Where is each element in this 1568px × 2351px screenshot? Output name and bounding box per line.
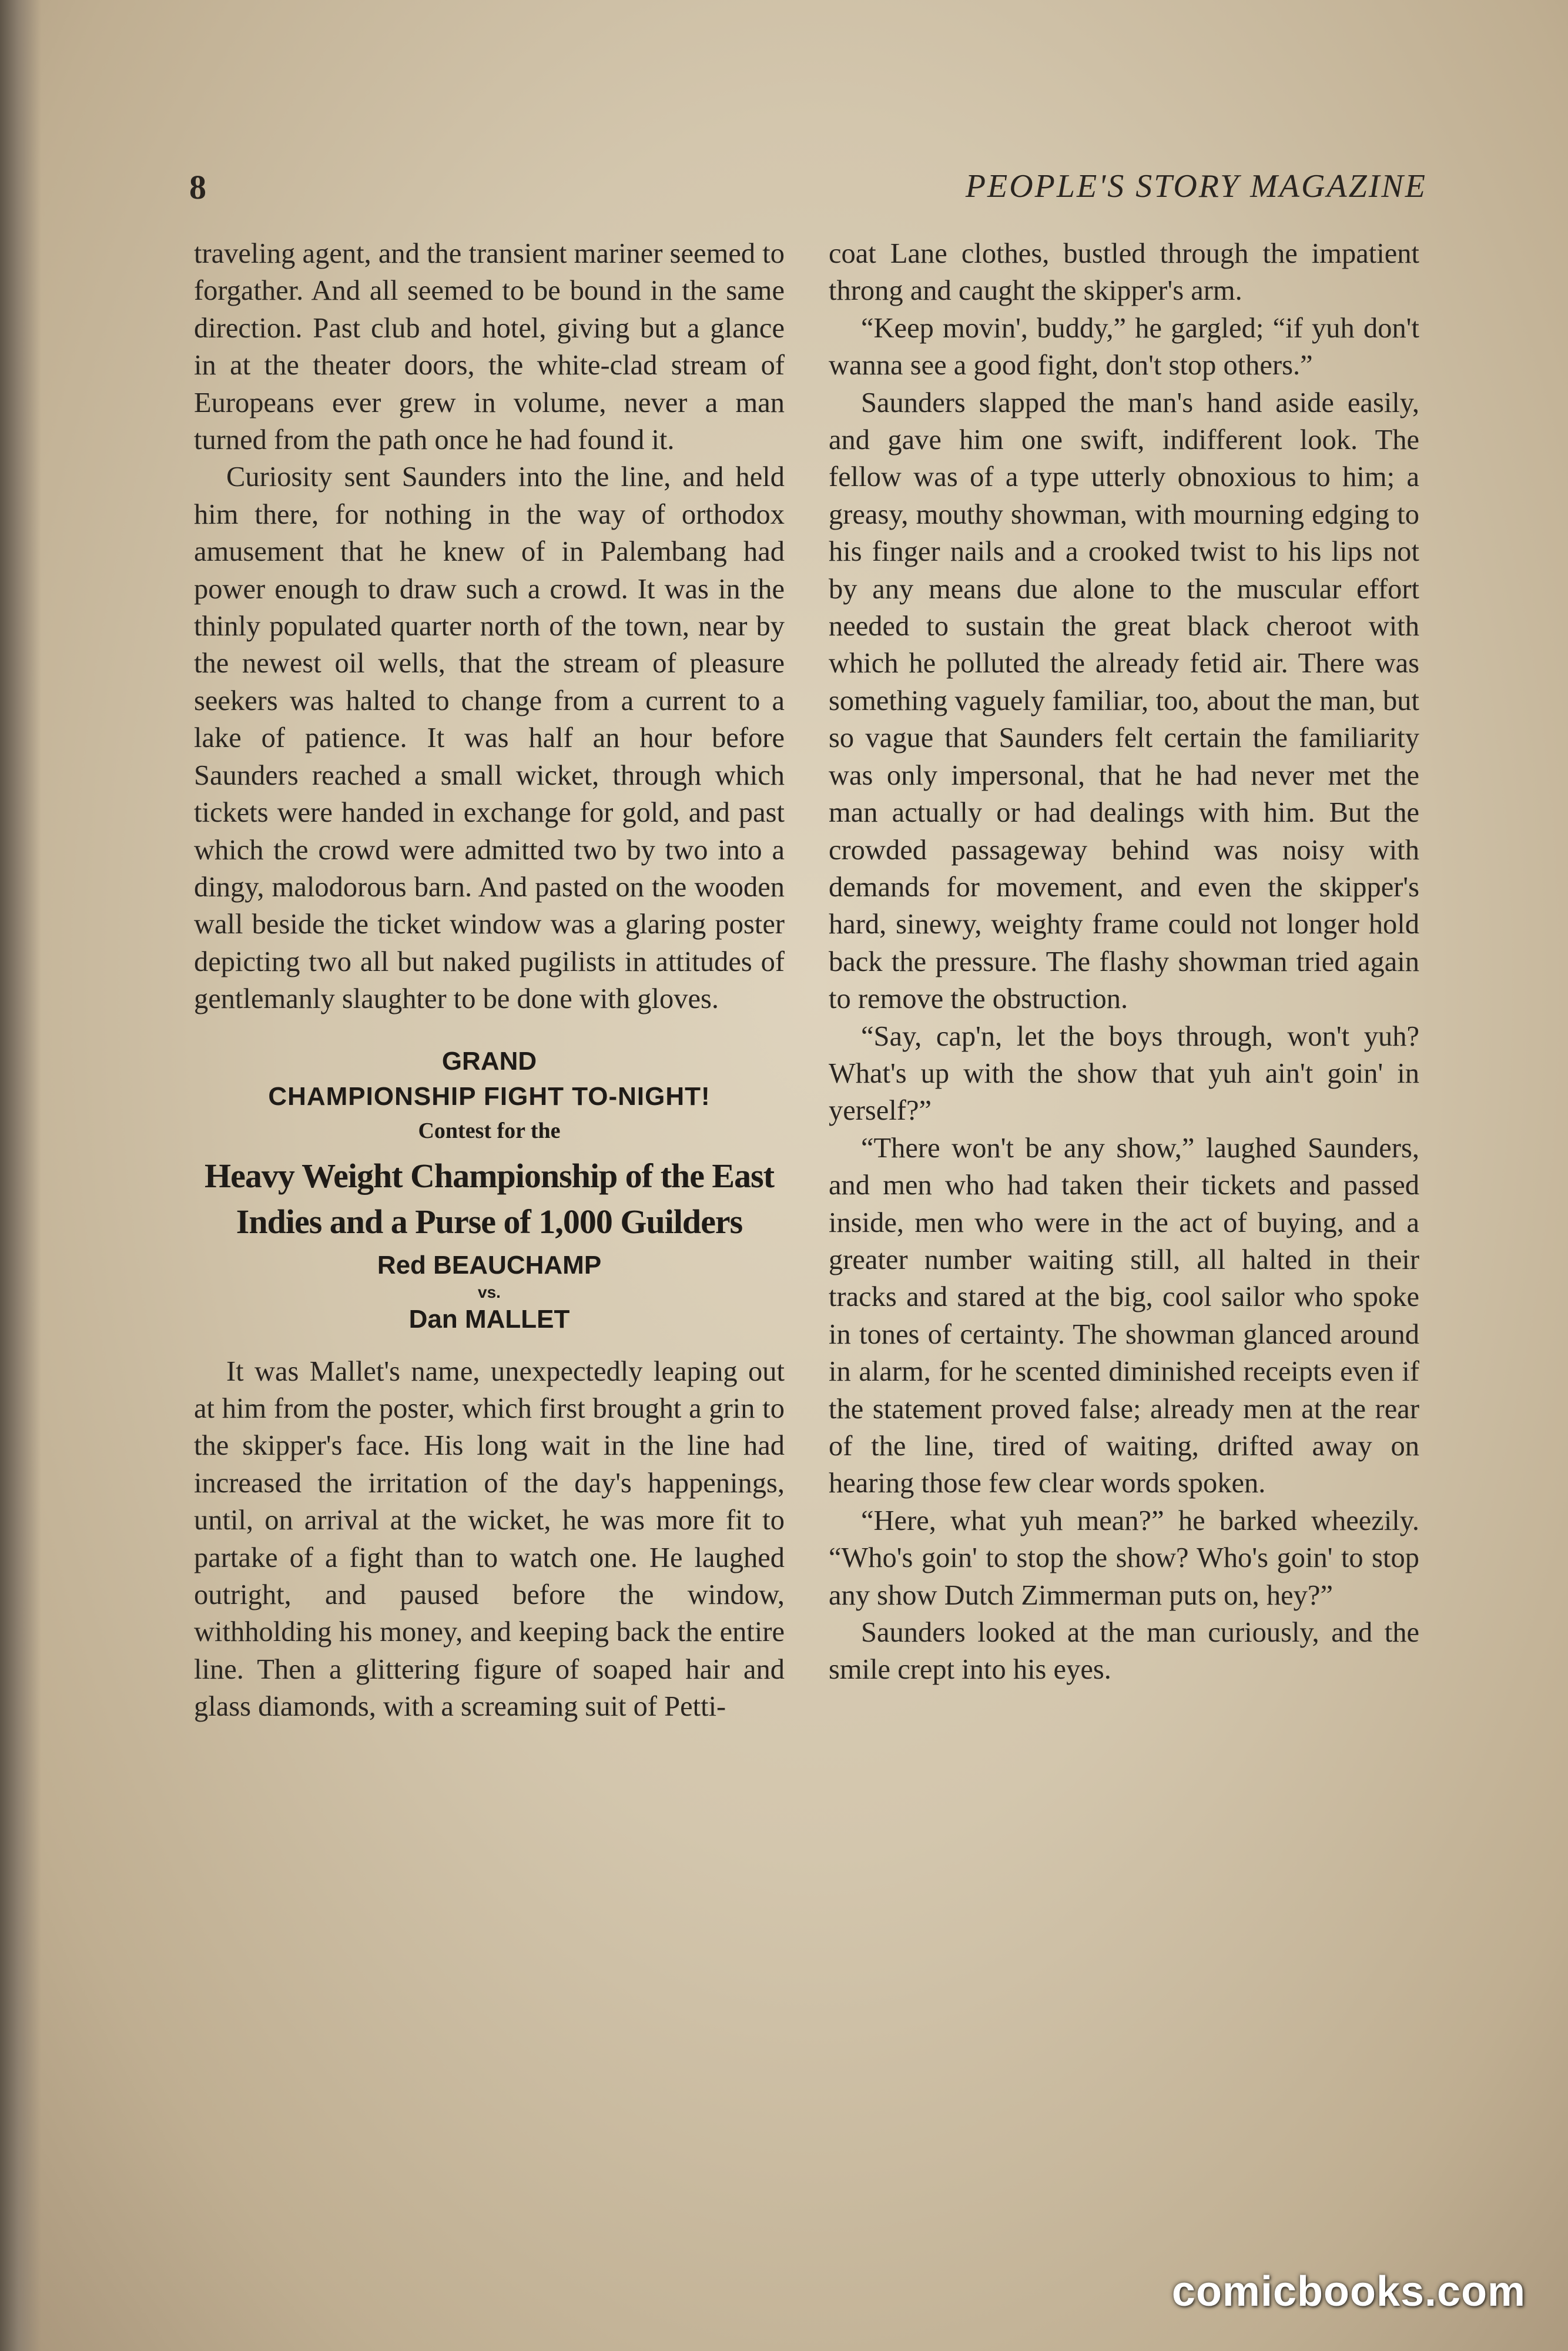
poster-championship-fight: CHAMPIONSHIP FIGHT TO-NIGHT! — [268, 1081, 711, 1111]
right-paragraph-7: Saunders looked at the man curiously, and the smile crept into his eyes. — [829, 1617, 1419, 1686]
left-paragraph-1: traveling agent, and the transient mariner seemed to forgather. And all seemed to be bound in the same direction. Past club and hotel, giving but a glance in at the theater doors, the white-clad stream of Europeans ever grew in volume, never a man turned from the path once he had found it. — [194, 238, 785, 456]
left-paragraph-3: It was Mallet's name, unexpectedly leaping out at him from the poster, which first brought a grin to the skipper's face. His long wait in the line had increased the irritation of the day's happenings, until, on arrival at the wicket, he was more fit to partake of a fight than to watch one. He laughed outright, and paused before the window, withholding his money, and keeping back the entire line. Then a glittering figure of soaped hair and glass diamonds, with a screaming suit of Petti- — [194, 1355, 785, 1723]
book-spine-shadow — [0, 0, 41, 2351]
right-paragraph-3: Saunders slapped the man's hand aside easily, and gave him one swift, indifferent look. The fellow was of a type utterly obnoxious to him; a greasy, mouthy showman, with mourning edging to his finger nails and a crooked twist to his lips not by any means due alone to the muscular effort needed to sustain the great black cheroot with which he polluted the already fetid air. There was something vaguely familiar, too, about the man, but so vague that Saunders felt certain the familiarity was only impersonal, that he had never met the man actually or had dealings with him. But the crowded passageway behind was noisy with demands for movement, and even the skipper's hard, sinewy, weighty frame could not longer hold back the pressure. The flashy showman tried again to remove the obstruction. — [829, 387, 1419, 1015]
running-head: PEOPLE'S STORY MAGAZINE — [965, 168, 1427, 205]
poster-fighter-red-beauchamp: Red BEAUCHAMP — [377, 1250, 602, 1280]
right-paragraph-2: “Keep movin', buddy,” he gargled; “if yuh don't wanna see a good fight, don't stop others.” — [829, 312, 1419, 381]
poster-contest-for: Contest for the — [418, 1118, 561, 1143]
poster-heavy-weight-title: Heavy Weight Championship of the East Indies and a Purse of 1,000 Guilders — [204, 1156, 775, 1241]
left-column — [194, 235, 785, 1726]
fight-poster — [194, 1044, 785, 1337]
poster-versus: vs. — [478, 1282, 501, 1301]
watermark: comicbooks.com — [1171, 2268, 1526, 2315]
right-paragraph-6: “Here, what yuh mean?” he barked wheezily. “Who's goin' to stop the show? Who's goin' to stop any show Dutch Zimmerman puts on, hey?” — [829, 1505, 1419, 1611]
right-paragraph-4: “Say, cap'n, let the boys through, won't yuh? What's up with the show that yuh ain't goin' in yerself?” — [829, 1020, 1419, 1127]
right-column — [829, 235, 1419, 1689]
poster-grand: GRAND — [441, 1046, 537, 1076]
page-number: 8 — [189, 168, 206, 206]
right-paragraph-5: “There won't be any show,” laughed Saunders, and men who had taken their tickets and passed inside, men who were in the act of buying, and a greater number waiting still, all halted in their tracks and stared at the big, cool sailor who spoke in tones of certainty. The showman glanced around in alarm, for he scented diminished receipts even if the statement proved false; already men at the rear of the line, tired of waiting, drifted away on hearing those few clear words spoken. — [829, 1132, 1419, 1499]
right-paragraph-1: coat Lane clothes, bustled through the impatient throng and caught the skipper's arm. — [829, 238, 1419, 307]
poster-fighter-dan-mallet: Dan MALLET — [408, 1304, 570, 1334]
left-paragraph-2: Curiosity sent Saunders into the line, and held him there, for nothing in the way of orthodox amusement that he knew of in Palembang had power enough to draw such a crowd. It was in the thinly populated quarter north of the town, near by the newest oil wells, that the stream of pleasure seekers was halted to change from a current to a lake of patience. It was half an hour before Saunders reached a small wicket, through which tickets were handed in exchange for gold, and past which the crowd were admitted two by two into a dingy, malodorous barn. And pasted on the wooden wall beside the ticket window was a glaring poster depicting two all but naked pugilists in attitudes of gentlemanly slaughter to be done with gloves. — [194, 461, 785, 1015]
